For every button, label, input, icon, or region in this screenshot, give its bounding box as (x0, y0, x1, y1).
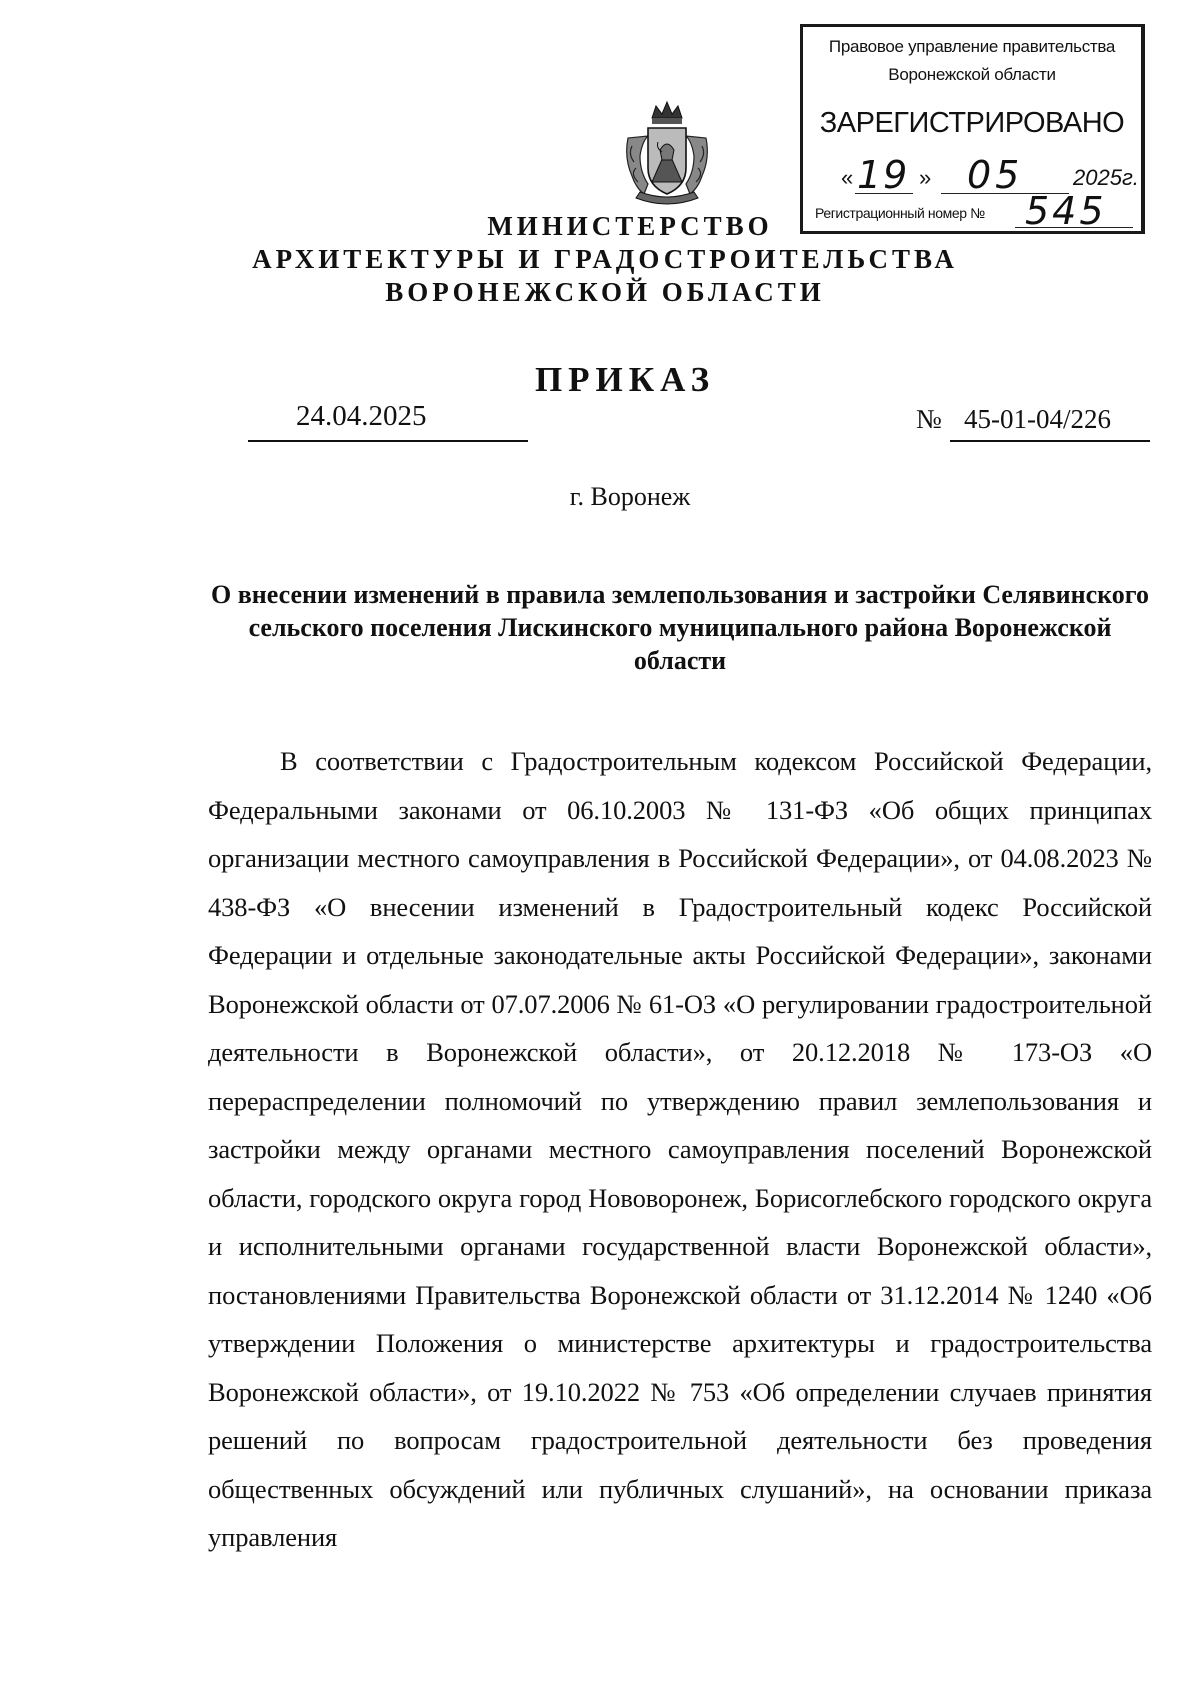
order-number-field (950, 400, 1150, 442)
document-subject: О внесении изменений в правила землепользования и застройки Селявинского сельского поселения Лискинского муниципального района Воронежской области (211, 580, 1149, 675)
stamp-status: ЗАРЕГИСТРИРОВАНО (819, 107, 1125, 139)
voronezh-coat-of-arms-icon (622, 98, 712, 210)
ministry-name-line2: АРХИТЕКТУРЫ И ГРАДОСТРОИТЕЛЬСТВА (252, 244, 958, 274)
order-date-field (248, 400, 528, 442)
stamp-number: 545 (1025, 189, 1107, 233)
document-city: г. Воронеж (569, 482, 691, 511)
ministry-name-line1: МИНИСТЕРСТВО (487, 211, 773, 241)
stamp-quote-open: « (841, 165, 854, 190)
stamp-month: 05 (967, 153, 1024, 197)
stamp-number-label: Регистрационный номер № (815, 205, 985, 221)
stamp-authority-line1: Правовое управление правительства (828, 37, 1116, 56)
registration-stamp (800, 24, 1145, 234)
stamp-day: 19 (857, 153, 910, 197)
stamp-quote-close: » (919, 165, 932, 190)
ministry-name-line3: ВОРОНЕЖСКОЙ ОБЛАСТИ (385, 277, 825, 307)
order-number: 45-01-04/226 (964, 404, 1111, 434)
document-type-title: ПРИКАЗ (534, 360, 716, 399)
stamp-year: 2025г. (1073, 165, 1139, 190)
order-date: 24.04.2025 (296, 400, 427, 432)
document-body-paragraph: В соответствии с Градостроительным кодексом Российской Федерации, Федеральными законами от 06.10.2003 № 131-ФЗ «Об общих принципах организации местного самоуправления в Российской Федерации», от 04.08.2023 № 438-ФЗ «О внесении изменений в Градостроительный кодекс Российской Федерации и отдельные законодательные акты Российской Федерации», законами Воронежской области от 07.07.2006 № 61-ОЗ «О регулировании градостроительной деятельности в Воронежской области», от 20.12.2018 № 173-ОЗ «О перераспределении полномочий по утверждению правил землепользования и застройки между органами местного самоуправления поселений Воронежской области, городского округа город Нововоронеж, Борисоглебского городского округа и исполнительными органами государственной власти Воронежской области», постановлениями Правительства Воронежской области от 31.12.2014 № 1240 «Об утверждении Положения о министерстве архитектуры и градостроительства Воронежской области», от 19.10.2022 № 753 «Об определении случаев принятия решений по вопросам градостроительной деятельности без проведения общественных обсуждений или публичных слушаний», на основании приказа управления (208, 746, 1152, 1552)
stamp-day-underline (855, 193, 913, 194)
stamp-authority-line2: Воронежской области (888, 65, 1056, 84)
order-number-sign: № (916, 404, 942, 434)
